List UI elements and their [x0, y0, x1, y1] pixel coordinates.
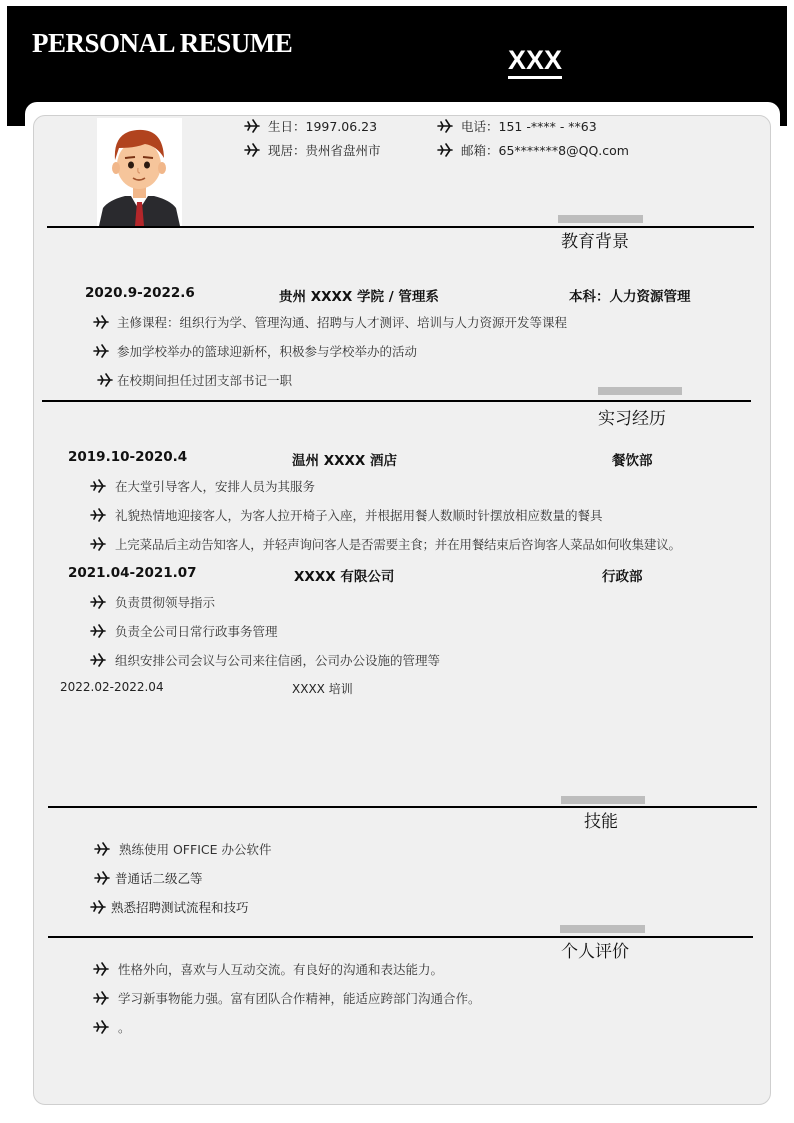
- job-department: 行政部: [602, 569, 643, 585]
- job-period: 2019.10-2020.4: [68, 449, 188, 465]
- section-accent-bar: [558, 215, 643, 223]
- job-period: 2021.04-2021.07: [68, 565, 197, 581]
- evaluation-title: 个人评价: [561, 942, 629, 962]
- list-item: 上完菜品后主动告知客人，并轻声询问客人是否需要主食；并在用餐结束后咨询客人菜品如何收集建议。: [115, 537, 681, 552]
- job-organization: XXXX 有限公司: [294, 569, 395, 585]
- list-item: 负责贯彻领导指示: [115, 595, 216, 610]
- education-degree: 本科：人力资源管理: [569, 289, 691, 305]
- plane-icon: [93, 1020, 109, 1034]
- section-divider: [48, 936, 753, 938]
- list-item: 。: [118, 1020, 131, 1035]
- list-item: 在大堂引导客人，安排人员为其服务: [115, 479, 316, 494]
- section-accent-bar: [560, 925, 645, 933]
- list-item: 在校期间担任过团支部书记一职: [117, 373, 293, 388]
- list-item: 性格外向，喜欢与人互动交流。有良好的沟通和表达能力。: [118, 962, 444, 977]
- email-info: 邮箱：65*******8@QQ.com: [461, 143, 629, 158]
- section-divider: [42, 400, 751, 402]
- list-item: 礼貌热情地迎接客人，为客人拉开椅子入座，并根据用餐人数顺时针摆放相应数量的餐具: [115, 508, 603, 523]
- avatar-illustration: [97, 118, 182, 226]
- internship-title: 实习经历: [598, 409, 666, 429]
- plane-icon: [93, 991, 109, 1005]
- plane-icon: [90, 537, 106, 551]
- education-title: 教育背景: [561, 232, 629, 252]
- training-name: XXXX 培训: [292, 682, 353, 696]
- list-item: 负责全公司日常行政事务管理: [115, 624, 278, 639]
- plane-icon: [94, 842, 110, 856]
- plane-icon: [437, 143, 453, 157]
- list-item: 熟悉招聘测试流程和技巧: [111, 900, 249, 915]
- plane-icon: [90, 900, 106, 914]
- list-item: 组织安排公司会议与公司来往信函，公司办公设施的管理等: [115, 653, 441, 668]
- section-accent-bar: [598, 387, 682, 395]
- section-accent-bar: [561, 796, 645, 804]
- list-item: 学习新事物能力强。富有团队合作精神，能适应跨部门沟通合作。: [118, 991, 481, 1006]
- plane-icon: [97, 373, 113, 387]
- plane-icon: [437, 119, 453, 133]
- plane-icon: [244, 119, 260, 133]
- birth-info: 生日：1997.06.23: [268, 119, 378, 134]
- avatar: [97, 118, 182, 226]
- education-period: 2020.9-2022.6: [85, 285, 195, 301]
- plane-icon: [93, 962, 109, 976]
- plane-icon: [90, 479, 106, 493]
- section-divider: [47, 226, 754, 228]
- plane-icon: [93, 315, 109, 329]
- plane-icon: [90, 624, 106, 638]
- training-period: 2022.02-2022.04: [60, 680, 164, 694]
- list-item: 主修课程：组织行为学、管理沟通、招聘与人才测评、培训与人力资源开发等课程: [117, 315, 568, 330]
- skills-title: 技能: [584, 812, 618, 832]
- plane-icon: [90, 508, 106, 522]
- plane-icon: [94, 871, 110, 885]
- list-item: 参加学校举办的篮球迎新杯，积极参与学校举办的活动: [117, 344, 418, 359]
- section-divider: [48, 806, 757, 808]
- plane-icon: [244, 143, 260, 157]
- plane-icon: [90, 653, 106, 667]
- list-item: 普通话二级乙等: [115, 871, 203, 886]
- plane-icon: [90, 595, 106, 609]
- document-title: PERSONAL RESUME: [32, 28, 293, 58]
- job-organization: 温州 XXXX 酒店: [292, 453, 398, 469]
- education-school: 贵州 XXXX 学院 / 管理系: [279, 289, 439, 305]
- phone-info: 电话：151 -**** - **63: [461, 119, 597, 134]
- candidate-name: XXX: [508, 46, 562, 79]
- residence-info: 现居：贵州省盘州市: [268, 143, 381, 158]
- list-item: 熟练使用 OFFICE 办公软件: [119, 842, 272, 857]
- job-department: 餐饮部: [612, 453, 653, 469]
- plane-icon: [93, 344, 109, 358]
